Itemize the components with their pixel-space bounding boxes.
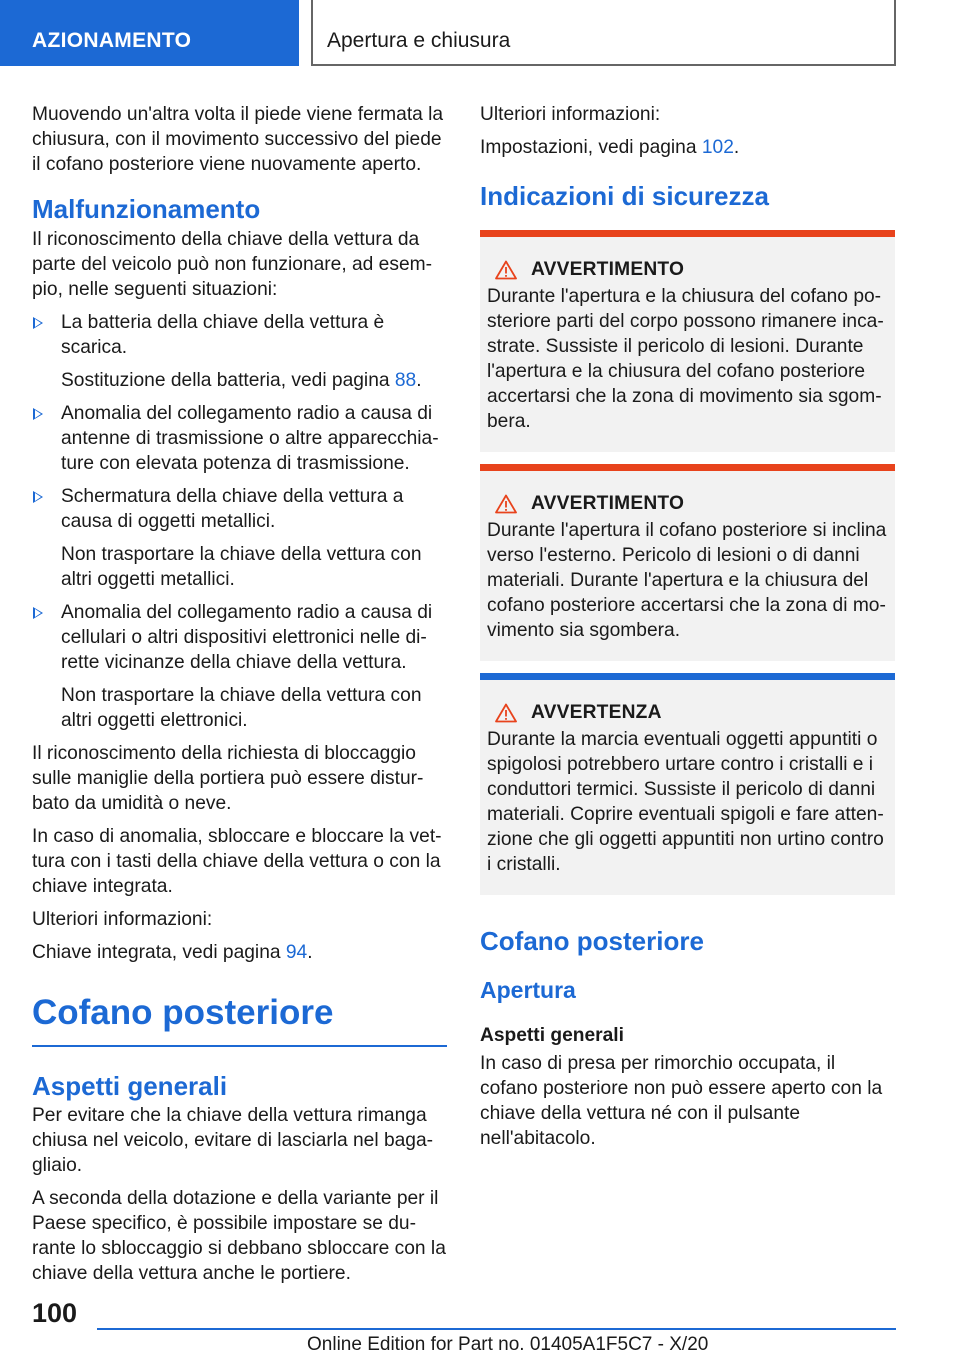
list-item bbox=[32, 310, 447, 393]
topic-tab bbox=[311, 0, 896, 66]
footer-divider bbox=[97, 1328, 896, 1330]
list-item bbox=[32, 600, 447, 733]
cofano-main-heading: Cofano posteriore bbox=[32, 991, 447, 1047]
chapter-tab bbox=[0, 0, 299, 66]
more-info-label: Ulteriori informazioni: bbox=[32, 909, 213, 930]
triangle-bullet-icon bbox=[33, 491, 43, 503]
humidity-paragraph: Il riconoscimento della richiesta di bloccaggio sulle maniglie della portiera può essere disturbato da umidità o neve. bbox=[32, 743, 424, 814]
more-info-label: Ulteriori informazioni: bbox=[480, 104, 661, 125]
notice-header bbox=[487, 702, 889, 724]
list-item bbox=[32, 484, 447, 592]
edition-text: Online Edition for Part no. 01405A1F5C7 - X/20 bbox=[307, 1334, 709, 1355]
notice-title: AVVERTENZA bbox=[531, 702, 662, 723]
safety-heading: Indicazioni di sicurezza bbox=[480, 181, 769, 211]
apertura-heading: Apertura bbox=[480, 977, 576, 1003]
list-item-text: Anomalia del collegamento radio a causa di cellulari o altri dispositivi elettronici nelle dirette vicinanze della chiave della vettura. bbox=[61, 602, 433, 673]
warning-triangle-icon bbox=[495, 494, 517, 514]
general-text: In caso di presa per rimorchio occupata, il cofano posteriore non può essere aperto con la chiave della vettura né con il pulsante nell'abitacolo. bbox=[480, 1053, 883, 1149]
anomaly-paragraph: In caso di anomalia, sbloccare e bloccare la vettura con i tasti della chiave della vettura o con la chiave integrata. bbox=[32, 826, 442, 897]
list-item-subtext: Sostituzione della batteria, vedi pagina 88. bbox=[61, 370, 422, 391]
general-paragraph-1: Per evitare che la chiave della vettura rimanga chiusa nel veicolo, evitare di lasciarla nel bagagliaio. bbox=[32, 1105, 434, 1176]
warning-box bbox=[480, 464, 895, 661]
list-item-text: La batteria della chiave della vettura è scarica. bbox=[61, 312, 385, 358]
warning-box bbox=[480, 230, 895, 452]
triangle-bullet-icon bbox=[33, 607, 43, 619]
warning-triangle-icon bbox=[495, 703, 517, 723]
right-column bbox=[480, 102, 895, 1151]
list-item-text: Anomalia del collegamento radio a causa di antenne di trasmissione o altre apparecchiature con elevata potenza di trasmissione. bbox=[61, 403, 439, 474]
settings-reference: Impostazioni, vedi pagina 102. bbox=[480, 137, 740, 158]
list-item-subtext: Non trasportare la chiave della vettura con altri oggetti metallici. bbox=[61, 544, 422, 590]
malfunction-list bbox=[32, 310, 447, 733]
page-link-94[interactable]: 94 bbox=[285, 942, 308, 963]
topic-title: Apertura e chiusura bbox=[327, 29, 511, 52]
triangle-bullet-icon bbox=[33, 317, 43, 329]
page-link-102[interactable]: 102 bbox=[701, 137, 734, 158]
general-heading: Aspetti generali bbox=[32, 1071, 228, 1101]
list-item-text: Schermatura della chiave della vettura a causa di oggetti metallici. bbox=[61, 486, 404, 532]
notice-box bbox=[480, 673, 895, 895]
warning-header bbox=[487, 493, 889, 515]
general-paragraph-2: A seconda della dotazione e della variante per il Paese specifico, è possibile impostare se durante lo sbloccaggio si debbano sbloccare con la chiave della vettura anche le portiere. bbox=[32, 1188, 446, 1284]
chapter-title: AZIONAMENTO bbox=[32, 29, 192, 52]
page-number: 100 bbox=[32, 1298, 78, 1328]
general-subheading: Aspetti generali bbox=[480, 1025, 624, 1046]
triangle-bullet-icon bbox=[33, 408, 43, 420]
cofano-heading: Cofano posteriore bbox=[480, 926, 704, 956]
intro-paragraph: Muovendo un'altra volta il piede viene fermata la chiusura, con il movimento successivo del piede il cofano posteriore viene nuovamente aperto. bbox=[32, 104, 444, 175]
key-reference: Chiave integrata, vedi pagina 94. bbox=[32, 942, 313, 963]
notice-text: Durante la marcia eventuali oggetti appuntiti o spigolosi potrebbero urtare contro i cristalli e i conduttori termici. Sussiste il pericolo di danni materiali. Coprire eventuali spigoli e fare attenzione che gli oggetti appuntiti non urtino contro i cristalli. bbox=[487, 729, 884, 875]
warning-text: Durante l'apertura il cofano posteriore si inclina verso l'esterno. Pericolo di lesioni o di danni materiali. Durante l'apertura e la chiusura del cofano posteriore accertarsi che la zona di movimento sia sgombera. bbox=[487, 520, 887, 641]
list-item bbox=[32, 401, 447, 476]
warning-title: AVVERTIMENTO bbox=[531, 259, 685, 280]
list-item-subtext: Non trasportare la chiave della vettura con altri oggetti elettronici. bbox=[61, 685, 422, 731]
warning-header bbox=[487, 259, 889, 281]
warning-title: AVVERTIMENTO bbox=[531, 493, 685, 514]
malfunction-heading: Malfunzionamento bbox=[32, 194, 261, 224]
warning-text: Durante l'apertura e la chiusura del cofano posteriore parti del corpo possono rimanere incastrate. Sussiste il pericolo di lesioni. Durante l'apertura e la chiusura del cofano posteriore accertarsi che la zona di movimento sia sgombera. bbox=[487, 286, 884, 432]
warning-triangle-icon bbox=[495, 260, 517, 280]
page-link-88[interactable]: 88 bbox=[394, 370, 417, 391]
left-column bbox=[32, 102, 447, 1286]
malfunction-text: Il riconoscimento della chiave della vettura da parte del veicolo può non funzionare, ad esempio, nelle seguenti situazioni: bbox=[32, 229, 432, 300]
